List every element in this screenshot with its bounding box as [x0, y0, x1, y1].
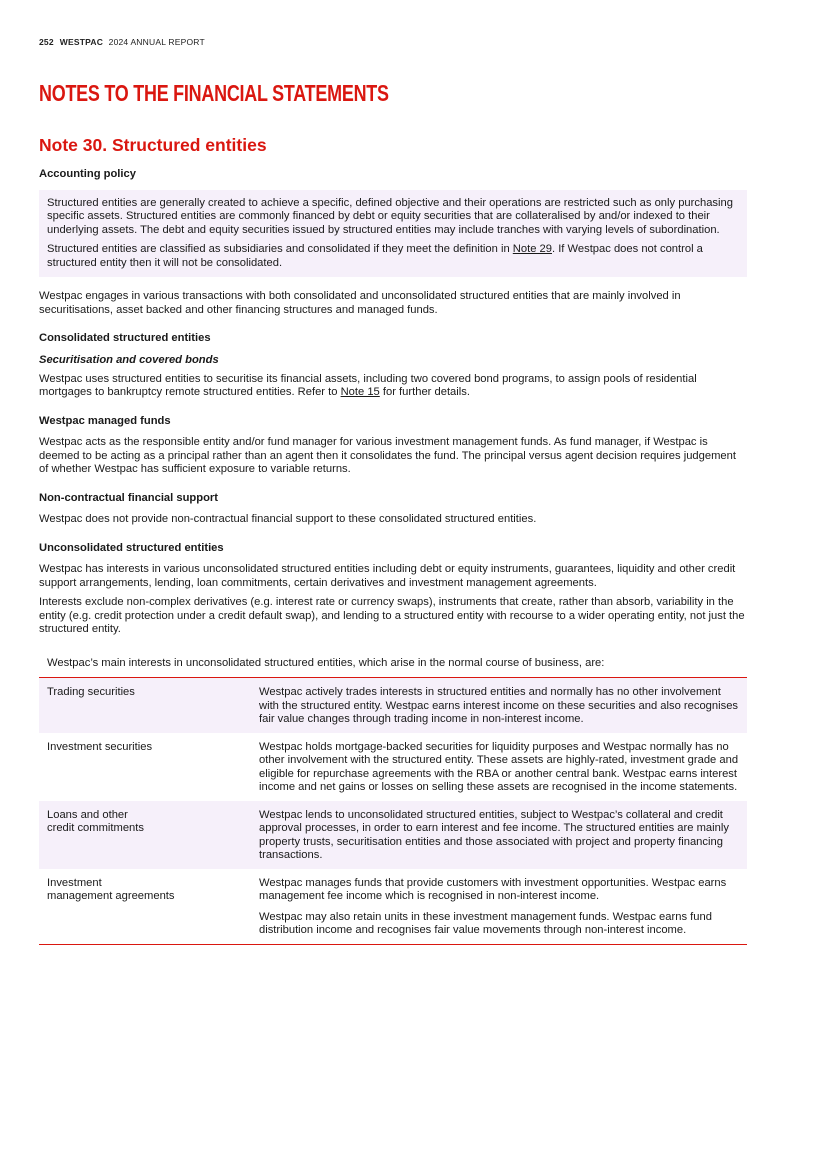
row-text: Westpac lends to unconsolidated structured entities, subject to Westpac’s collateral and credit approval processes, in order to earn interest and fee income. The structured entities are mainly property trusts, securitisation entities and those associated with project and property financing transactions.: [259, 808, 729, 861]
accounting-policy-box: [39, 190, 747, 278]
managed-funds-paragraph: Westpac acts as the responsible entity and/or fund manager for various investment management funds. As fund manager, if Westpac is deemed to be acting as a principal rather than an agent then it consolidates the fund. The principal versus agent decision requires judgement of whether Westpac has sufficient exposure to variable returns.: [39, 436, 736, 475]
note-15-link[interactable]: Note 15: [340, 386, 380, 398]
row-description: [251, 733, 747, 801]
row-label-line: Loans and other: [47, 808, 128, 821]
note-29-link[interactable]: Note 29: [512, 243, 552, 255]
section-title: NOTES TO THE FINANCIAL STATEMENTS: [39, 80, 389, 106]
policy-paragraph-2: [47, 243, 739, 270]
row-label: Trading securities: [39, 678, 251, 733]
policy-paragraph-1: Structured entities are generally created to achieve a specific, defined objective and their operations are restricted such as only purchasing specific assets. Structured entities are commonly financed by debt or equity securities that are collateralised by and/or indexed to their underlying assets. The debt and equity securities issued by structured entities may include tranches with varying levels of subordination.: [47, 196, 733, 236]
intro-paragraph: Westpac engages in various transactions with both consolidated and unconsolidated structured entities that are mainly involved in securitisations, asset backed and other financing structures and managed funds.: [39, 290, 681, 316]
table-row: [39, 801, 747, 869]
securitisation-heading: Securitisation and covered bonds: [39, 353, 219, 366]
brand-name: WESTPAC: [59, 37, 104, 47]
table-row: [39, 869, 747, 945]
running-header: [39, 37, 205, 47]
row-text: Westpac actively trades interests in structured entities and normally has no other involvement with the structured entity. Westpac earns interest income on these securities and also recognises fair value changes through trading income in non-interest income.: [259, 686, 739, 725]
row-label-line: management agreements: [47, 890, 175, 902]
row-text: Westpac may also retain units in these investment management funds. Westpac earns fund distribution income and recognises fair value movements through non-interest income.: [259, 910, 712, 936]
row-description: [251, 869, 747, 945]
policy-text-end: . If Westpac does not control a structured entity then it will not be consolidated.: [47, 243, 703, 269]
row-label: Investment securities: [47, 740, 153, 753]
page-number: 252: [39, 37, 54, 47]
row-label: [39, 869, 251, 945]
interests-table: [39, 677, 747, 945]
policy-text: Structured entities are classified as subsidiaries and consolidated if they meet the definition in: [47, 243, 513, 255]
unconsolidated-paragraph-2: Interests exclude non-complex derivatives (e.g. interest rate or currency swaps), instruments that create, rather than absorb, variability in the entity (e.g. credit protection under a credit default swap), and lending to a structured entity with recourse to a wider operating entity, not just the structured entity.: [39, 596, 745, 635]
table-row: [39, 733, 747, 801]
content-flow: [39, 168, 747, 945]
row-label: [39, 801, 251, 869]
unconsolidated-paragraph-1: Westpac has interests in various unconsolidated structured entities including debt or equity instruments, guarantees, liquidity and other credit support arrangements, lending, loan commitments, certain derivatives and investment management agreements.: [39, 563, 736, 589]
securitisation-text: Westpac uses structured entities to securitise its financial assets, including two covered bond programs, to assign pools of residential mortgages to bankruptcy remote structured entities. Refer to: [39, 372, 697, 398]
accounting-policy-heading: Accounting policy: [39, 168, 136, 180]
table-intro: Westpac’s main interests in unconsolidated structured entities, which arise in the normal course of business, are:: [47, 656, 605, 669]
table-row: [39, 678, 747, 733]
securitisation-text-end: for further details.: [379, 386, 470, 398]
row-description: [251, 801, 747, 869]
noncontractual-heading: Non-contractual financial support: [39, 491, 219, 504]
consolidated-heading: Consolidated structured entities: [39, 332, 211, 344]
row-text: Westpac manages funds that provide customers with investment opportunities. Westpac earns management fee income which is recognised in non-interest income.: [259, 876, 727, 902]
row-description: [251, 678, 747, 733]
securitisation-paragraph: [39, 373, 747, 400]
report-name: 2024 ANNUAL REPORT: [108, 37, 205, 47]
row-text: Westpac holds mortgage-backed securities for liquidity purposes and Westpac normally has no other involvement with the structured entity. These assets are highly-rated, investment grade and eligible for repurchase agreements with the RBA or another central bank. Westpac earns interest income and net gains or losses on selling these assets are recognised in the income statements.: [259, 740, 739, 793]
unconsolidated-heading: Unconsolidated structured entities: [39, 541, 224, 554]
managed-funds-heading: Westpac managed funds: [39, 414, 171, 427]
note-title: Note 30. Structured entities: [39, 135, 267, 155]
row-label-line: credit commitments: [47, 822, 144, 834]
row-label-line: Investment: [47, 876, 102, 889]
noncontractual-paragraph: Westpac does not provide non-contractual financial support to these consolidated structured entities.: [39, 513, 537, 525]
